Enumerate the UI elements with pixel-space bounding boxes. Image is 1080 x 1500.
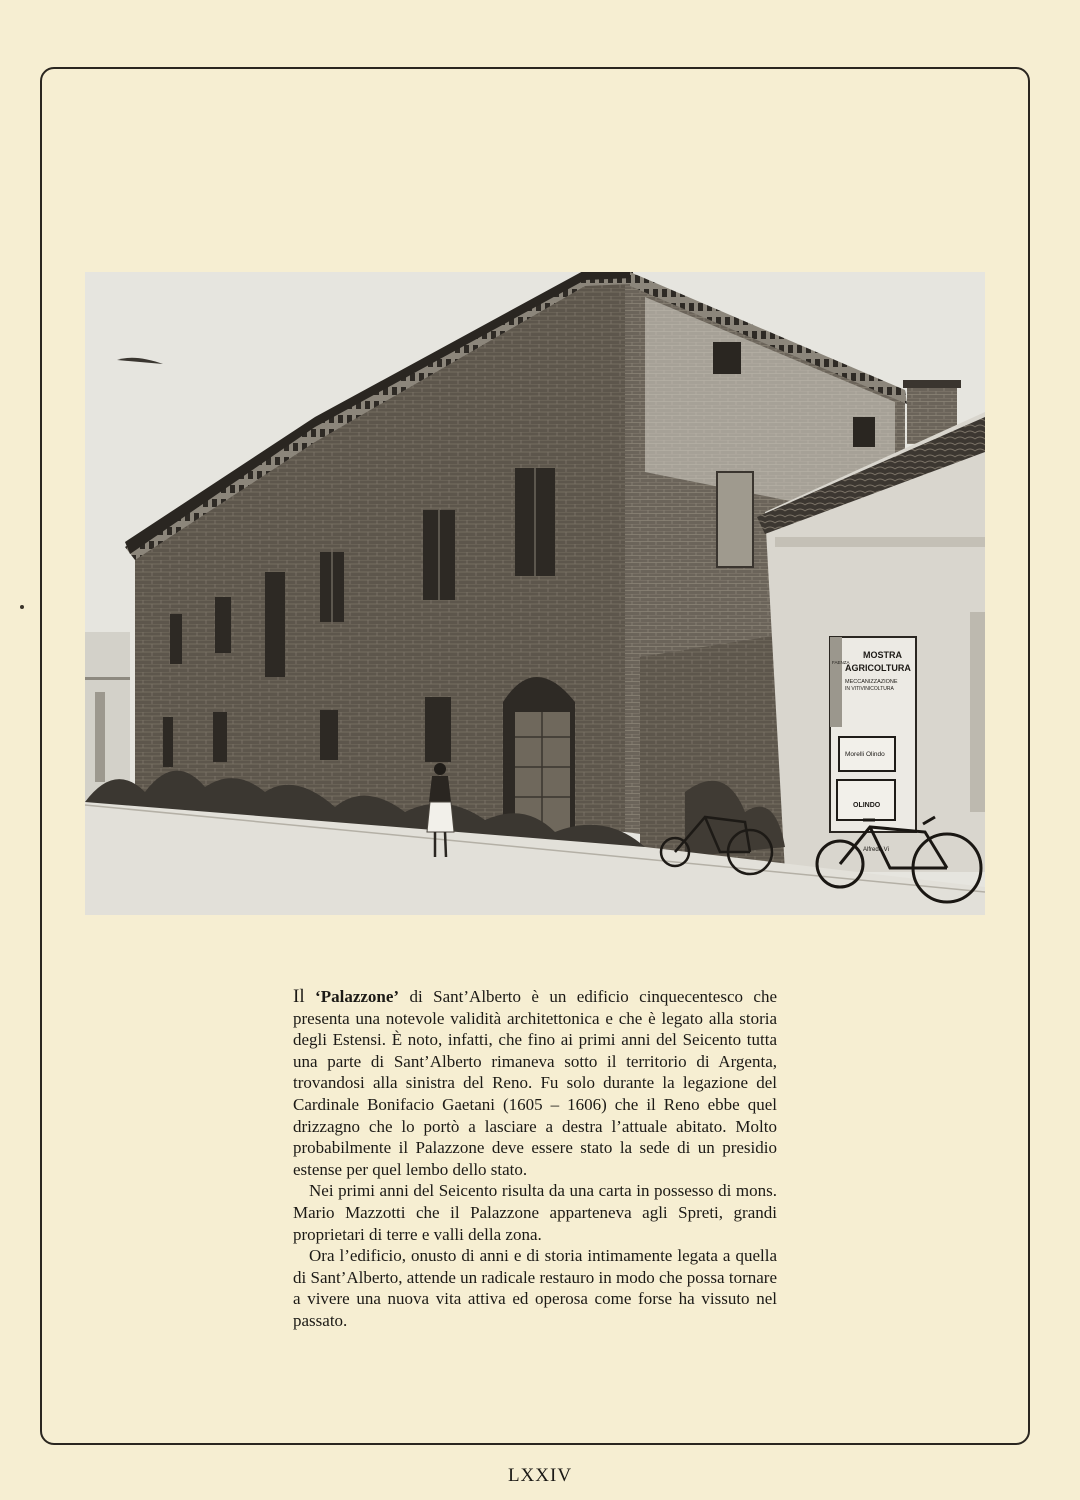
page-number: LXXIV	[507, 1465, 573, 1486]
first-word: Il	[293, 986, 305, 1007]
sign-olindo: OLINDO	[853, 802, 881, 809]
poster-side-text: FAENZA	[832, 660, 850, 665]
paragraph-2: Nei primi anni del Seicento risulta da una carta in possesso di mons. Mario Mazzotti che il Palazzone apparteneva agli Spreti, grandi proprietari di terre e valli della zona.	[293, 1181, 777, 1244]
palazzone-term: ‘Palazzone’	[315, 987, 400, 1006]
poster-line-3: MECCANIZZAZIONE	[845, 679, 898, 685]
paragraph-1	[293, 986, 777, 1180]
poster-line-4: IN VITIVINICOLTURA	[845, 686, 894, 692]
poster-line-2: AGRICOLTURA	[845, 663, 911, 673]
palazzone-photograph	[85, 272, 985, 915]
sign-morelli: Morelli Olindo	[845, 751, 885, 758]
paragraph-1-text: di Sant’Alberto è un edificio cinquecentesco che presenta una notevole validità architettonica e che è legato alla storia degli Estensi. È noto, infatti, che fino ai primi anni del Seicento tutta una parte di Sant’Alberto rimaneva sotto il territorio di Argenta, trovandosi alla sinistra del Reno. Fu solo durante la legazione del Cardinale Bonifacio Gaetani (1605 – 1606) che il Reno ebbe quel drizzagno che lo portò a lasciare a destra l’attuale abitato. Molto probabilmente il Palazzone deve essere stato la sede di un presidio estense per quel lembo dello stato.	[293, 987, 778, 1179]
article-text	[293, 986, 777, 1332]
paper-speck	[20, 605, 24, 609]
paragraph-3: Ora l’edificio, onusto di anni e di storia intimamente legata a quella di Sant’Alberto, attende un radicale restauro in modo che possa tornare a vivere una nuova vita attiva ed operosa come forse ha vissuto nel passato.	[293, 1246, 777, 1330]
sign-alfredo: Alfredo Vi	[863, 847, 889, 853]
poster-line-1: MOSTRA	[863, 650, 902, 660]
